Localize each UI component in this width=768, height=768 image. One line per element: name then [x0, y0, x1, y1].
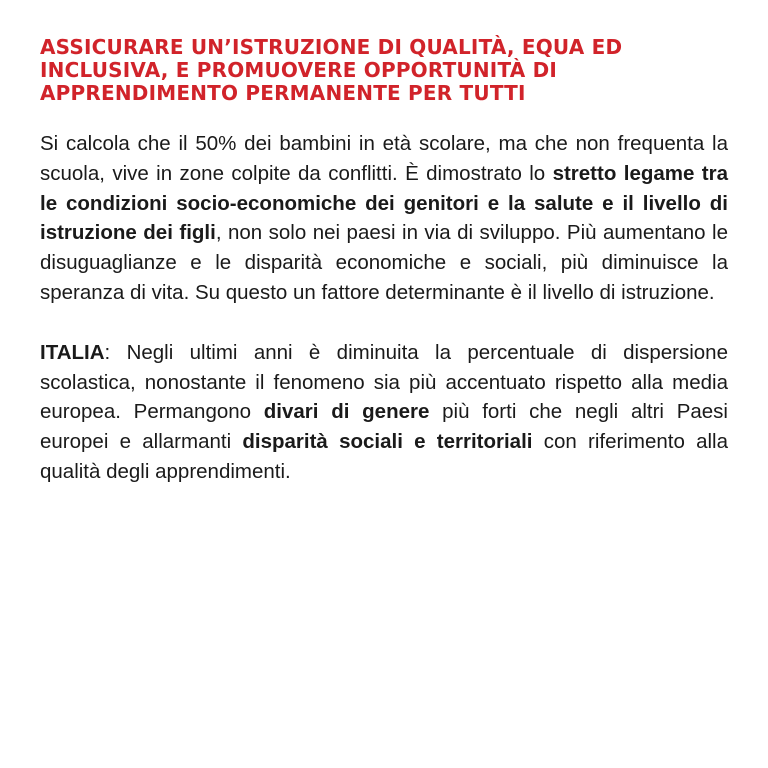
- paragraph-2-label: ITALIA: [40, 340, 105, 364]
- paragraph-2-bold-1: divari di genere: [263, 400, 430, 424]
- paragraph-2-text-3: con riferimento alla qualità degli apprendimenti.: [40, 430, 728, 483]
- paragraph-2-text-1: : Negli ultimi anni è diminuita la percentuale di dispersione scolastica, nonostante il fenomeno sia più accentuato rispetto alla media europea. Permangono: [40, 340, 728, 424]
- document-page: [40, 36, 728, 487]
- paragraph-1-text-2: , non solo nei paesi in via di sviluppo. Più aumentano le disuguaglianze e le disparità economiche e sociali, più diminuisce la speranza di vita. Su questo un fattore determinante è il livello di istruzione.: [40, 221, 728, 304]
- paragraph-2-text-2: più forti che negli altri Paesi europei e allarmanti: [40, 400, 728, 454]
- paragraph-italia: [40, 338, 728, 487]
- page-title: ASSICURARE UN’ISTRUZIONE DI QUALITÀ, EQUA ED INCLUSIVA, E PROMUOVERE OPPORTUNITÀ DI APPRENDIMENTO PERMANENTE PER TUTTI: [40, 35, 623, 105]
- paragraph-conflicts: [40, 129, 728, 308]
- paragraph-2-bold-2: disparità sociali e territoriali: [242, 430, 533, 454]
- paragraph-1-text-1: Si calcola che il 50% dei bambini in età scolare, ma che non frequenta la scuola, vive in zone colpite da conflitti. È dimostrato lo: [40, 132, 728, 185]
- paragraph-1-bold-1: stretto legame tra le condizioni socio-economiche dei genitori e la salute e il livello di istruzione dei figli: [40, 161, 728, 245]
